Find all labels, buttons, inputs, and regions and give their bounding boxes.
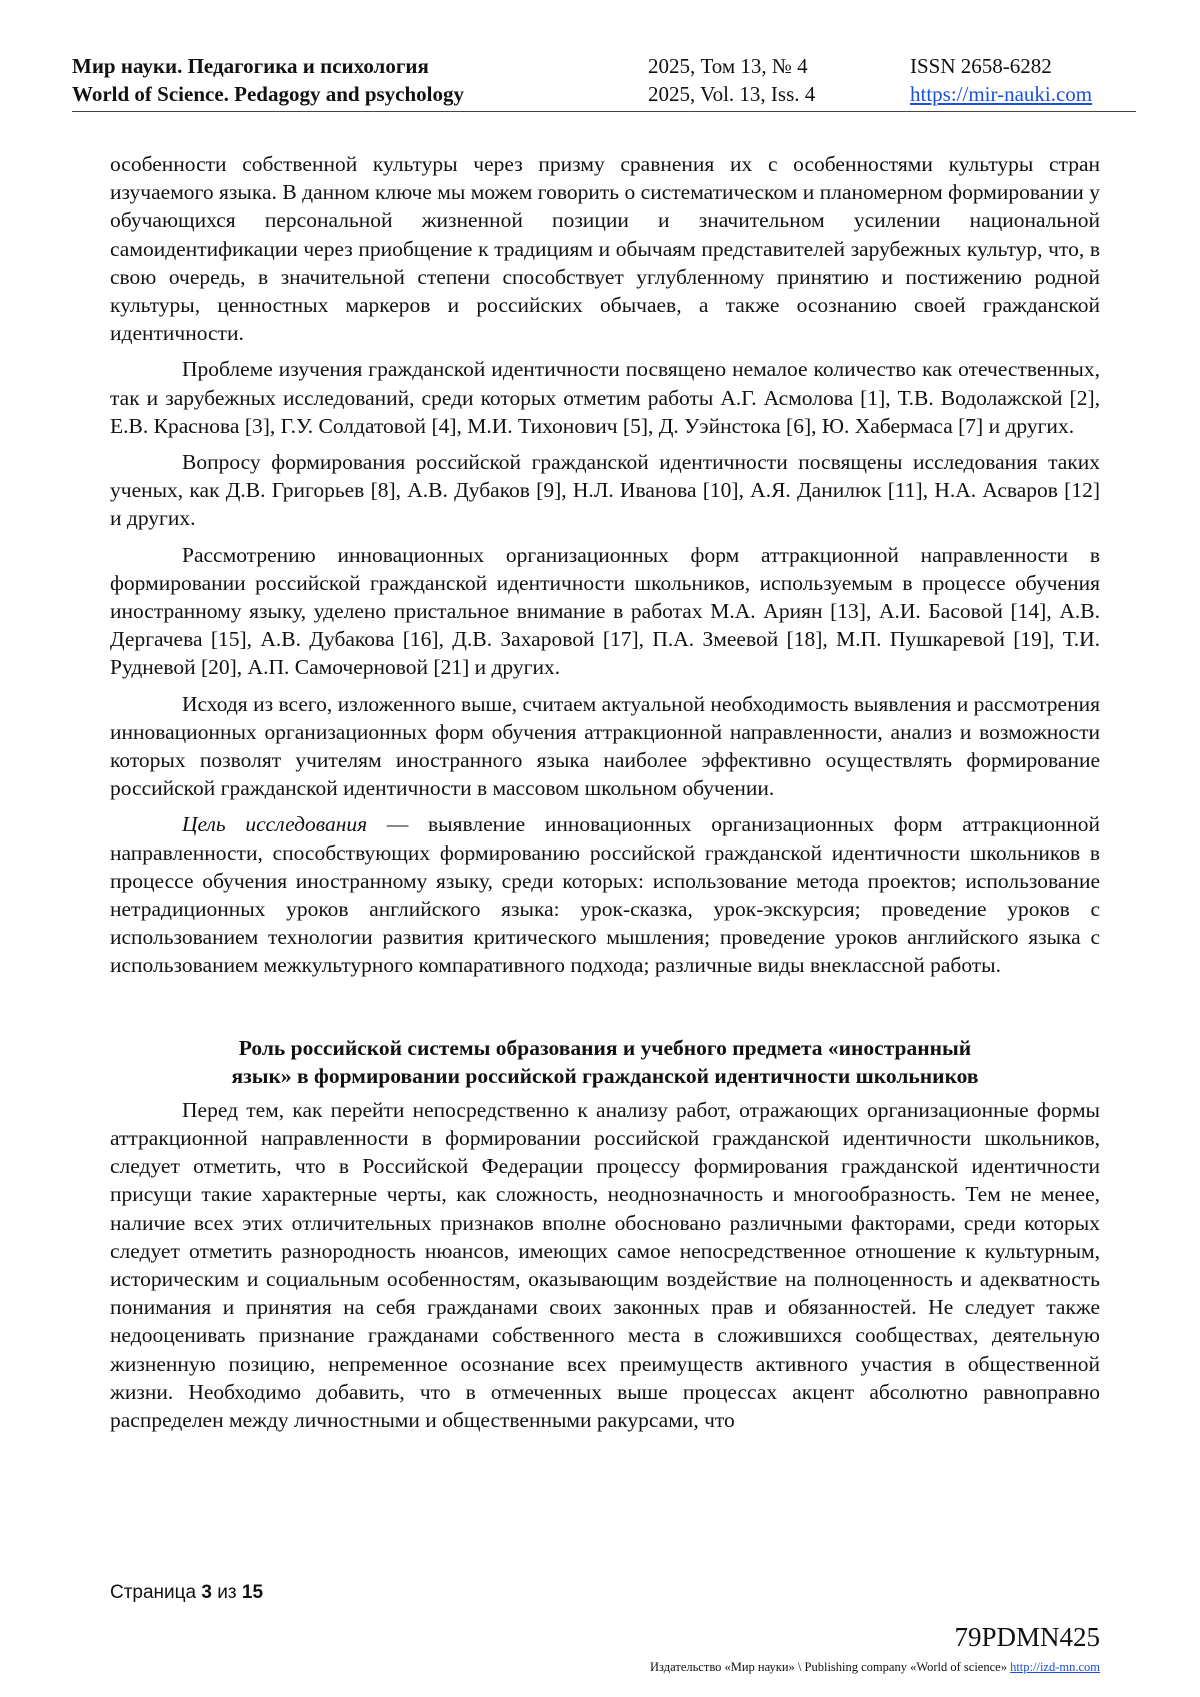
research-goal-text: — выявление инновационных организационных форм аттракционной направленности, способствующих формированию российской гражданской идентичности школьников в процессе обучения иностранному языку, среди которых: использование метода проектов; использование нетрадиционных уроков английского языка: урок-сказка, урок-экскурсия; проведение уроков с использованием технологии развития критического мышления; проведение уроков английского языка с использованием межкультурного компаративного подхода; различные виды внеклассной работы. <box>110 812 1101 978</box>
paragraph-4: Рассмотрению инновационных организационных форм аттракционной направленности в формировании российской гражданской идентичности школьников, используемым в процессе обучения иностранному языку, уделено пристальное внимание в работах М.А. Ариян [13], А.И. Басовой [14], А.В. Дергачева [15], А.В. Дубакова [16], Д.В. Захаровой [17], П.А. Змеевой [18], М.П. Пушкаревой [19], Т.И. Рудневой [20], А.П. Самочерновой [21] и других. <box>110 542 1100 680</box>
issn: ISSN 2658-6282 <box>910 54 1052 78</box>
publisher-line <box>650 1660 1100 1675</box>
page-number <box>110 1582 263 1604</box>
publisher-url-link[interactable]: http://izd-mn.com <box>1010 1660 1100 1674</box>
paragraph-2: Проблеме изучения гражданской идентичности посвящено немалое количество как отечественных, так и зарубежных исследований, среди которых отметим работы А.Г. Асмолова [1], Т.В. Водолажской [2], Е.В. Краснова [3], Г.У. Солдатовой [4], М.И. Тихонович [5], Д. Уэйнстока [6], Ю. Хабермаса [7] и других. <box>110 357 1100 438</box>
article-body <box>110 150 1100 1442</box>
paragraph-5: Исходя из всего, изложенного выше, считаем актуальной необходимость выявления и рассмотрения инновационных организационных форм обучения аттракционной направленности, анализ и возможности которых позволят учителям иностранного языка наиболее эффективно осуществлять формирование российской гражданской идентичности в массовом школьном обучении. <box>110 691 1100 801</box>
journal-title-en: World of Science. Pedagogy and psychology <box>72 82 465 106</box>
article-code: 79PDMN425 <box>954 1622 1100 1652</box>
issue-info <box>648 52 815 108</box>
issue-en: 2025, Vol. 13, Iss. 4 <box>648 82 816 106</box>
journal-title-ru: Мир науки. Педагогика и психология <box>72 54 429 78</box>
paragraph-3: Вопросу формирования российской гражданской идентичности посвящены исследования таких ученых, как Д.В. Григорьев [8], А.В. Дубаков [9], Н.Л. Иванова [10], А.Я. Данилюк [11], Н.А. Асваров [12] и других. <box>110 450 1100 531</box>
page-of: из <box>217 1582 237 1603</box>
section-heading-line-1: Роль российской системы образования и учебного предмета «иностранный <box>238 1035 972 1060</box>
page-total: 15 <box>241 1582 264 1603</box>
journal-title <box>72 52 464 108</box>
paragraph-7: Перед тем, как перейти непосредственно к анализу работ, отражающих организационные формы аттракционной направленности в формировании российской гражданской идентичности школьников, следует отметить, что в Российской Федерации процессу формирования гражданской идентичности присущи такие характерные черты, как сложность, неоднозначность и многообразность. Тем не менее, наличие всех этих отличительных признаков вполне обосновано различными факторами, среди которых следует отметить разнородность нюансов, имеющих самое непосредственное отношение к культурным, историческим и социальным особенностям, оказывающим воздействие на полноценность и адекватность понимания и принятия на себя гражданами своих законных прав и обязанностей. Не следует также недооценивать признание гражданами собственного места в сложившихся сообществах, деятельную жизненную позицию, непременное осознание всех преимуществ активного участия в общественной жизни. Необходимо добавить, что в отмеченных выше процессах акцент абсолютно равноправно распределен между личностными и общественными ракурсами, что <box>110 1097 1100 1432</box>
publisher-text: Издательство «Мир науки» \ Publishing company «World of science» <box>650 1660 1007 1674</box>
paragraph-research-goal <box>110 810 1100 979</box>
issue-ru: 2025, Том 13, № 4 <box>648 54 808 78</box>
section-heading-line-2: язык» в формировании российской гражданской идентичности школьников <box>231 1063 979 1088</box>
journal-url-link[interactable]: https://mir-nauki.com <box>910 82 1093 106</box>
issn-block <box>910 52 1092 108</box>
section-heading <box>110 1034 1100 1090</box>
research-goal-label: Цель исследования <box>182 812 368 837</box>
paragraph-1: особенности собственной культуры через призму сравнения их с особенностями культуры стран изучаемого языка. В данном ключе мы можем говорить о систематическом и планомерном формировании у обучающихся персональной жизненной позиции и значительном усилении национальной самоидентификации через приобщение к традициям и обычаям представителей зарубежных культур, что, в свою очередь, в значительной степени способствует углубленному принятию и постижению родной культуры, ценностных маркеров и российских обычаев, а также осознанию своей гражданской идентичности. <box>110 152 1100 346</box>
page-current: 3 <box>201 1582 212 1603</box>
header-divider <box>72 111 1136 112</box>
page-prefix: Страница <box>110 1582 197 1603</box>
